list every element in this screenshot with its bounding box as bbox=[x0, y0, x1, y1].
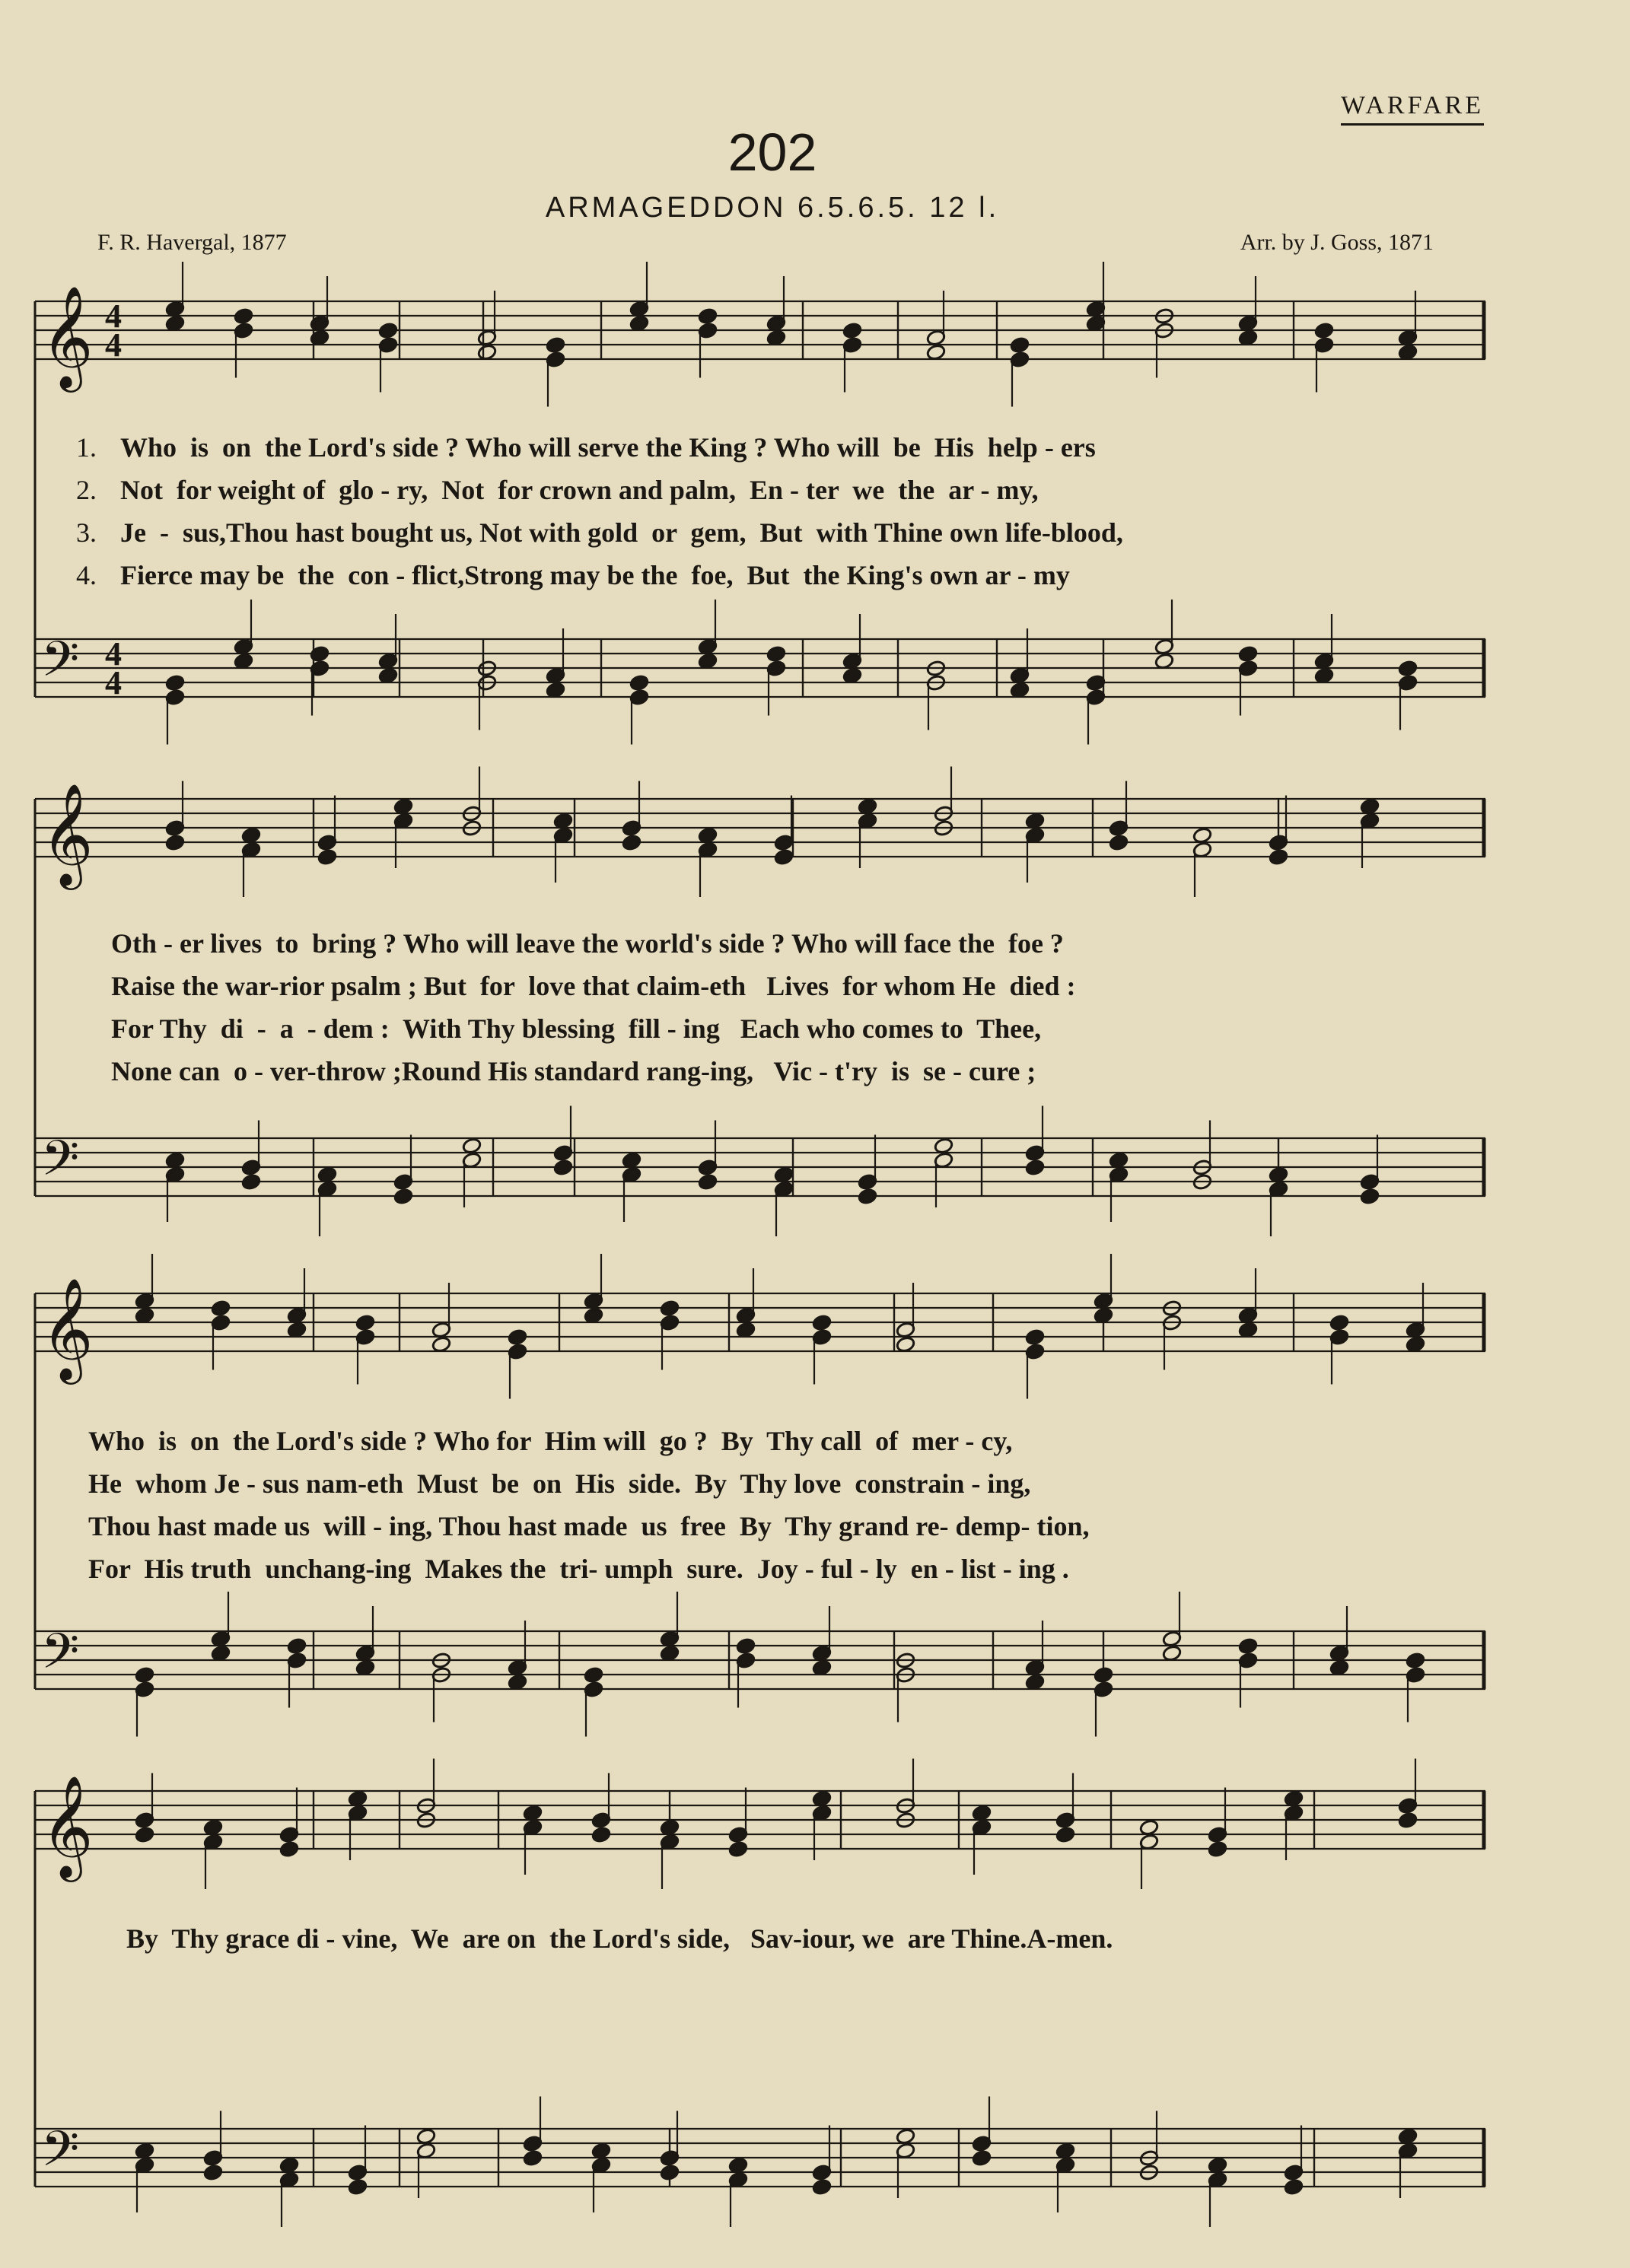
bass-clef-icon: 𝄢 bbox=[41, 1131, 80, 1199]
note-head bbox=[736, 1637, 756, 1655]
note-head bbox=[1269, 848, 1288, 866]
note-head bbox=[660, 1645, 680, 1662]
note-head bbox=[234, 307, 253, 325]
note-head bbox=[812, 1790, 832, 1808]
time-signature: 4 bbox=[105, 635, 122, 673]
note-head bbox=[591, 1826, 611, 1843]
note-head bbox=[279, 2157, 299, 2174]
note-head bbox=[660, 2164, 680, 2181]
note-head bbox=[766, 645, 786, 663]
note-head bbox=[431, 1336, 451, 1353]
note-head bbox=[972, 1805, 992, 1822]
note-head bbox=[1010, 682, 1030, 699]
verse-number: 4. bbox=[76, 560, 97, 590]
bass-clef-icon: 𝄢 bbox=[41, 631, 80, 700]
note-head bbox=[660, 1299, 680, 1317]
bass-clef-icon: 𝄢 bbox=[41, 2121, 80, 2190]
time-signature: 4 bbox=[105, 664, 122, 701]
section-label: WARFARE bbox=[1341, 91, 1484, 126]
note-head bbox=[1055, 2142, 1075, 2160]
note-head bbox=[1094, 1307, 1113, 1325]
note-head bbox=[698, 1173, 718, 1191]
note-head bbox=[378, 667, 398, 685]
note-head bbox=[698, 827, 718, 845]
note-head bbox=[546, 336, 565, 354]
note-head bbox=[728, 1840, 748, 1858]
note-head bbox=[393, 798, 413, 816]
note-head bbox=[896, 1336, 915, 1353]
verse-number: 2. bbox=[76, 475, 97, 505]
time-signature: 4 bbox=[105, 297, 122, 335]
lyric-line-3 bbox=[88, 1505, 1090, 1548]
note-head bbox=[241, 1173, 261, 1191]
note-head bbox=[553, 1159, 573, 1176]
note-head bbox=[523, 2149, 543, 2167]
note-head bbox=[1025, 1328, 1045, 1346]
note-head bbox=[1094, 1666, 1113, 1684]
arranger-credit: Arr. by J. Goss, 1871 bbox=[1240, 230, 1434, 255]
note-head bbox=[317, 848, 337, 866]
note-head bbox=[1238, 329, 1258, 347]
lyric-text: He whom Je - sus nam-eth Must be on His side. By Thy love constrain - ing, bbox=[88, 1468, 1031, 1499]
note-head bbox=[622, 1152, 641, 1169]
lyrics-system-3 bbox=[88, 1420, 1090, 1590]
note-head bbox=[622, 834, 641, 851]
note-head bbox=[135, 1307, 154, 1325]
note-head bbox=[858, 1188, 877, 1205]
lyric-text: None can o - ver-throw ;Round His standard rang-ing, Vic - t'ry is se - cure ; bbox=[111, 1056, 1036, 1086]
note-head bbox=[1238, 1322, 1258, 1339]
note-head bbox=[165, 315, 185, 332]
note-head bbox=[508, 1328, 527, 1346]
note-head bbox=[1192, 827, 1212, 845]
note-head bbox=[317, 1166, 337, 1184]
verse-number: 3. bbox=[76, 517, 97, 548]
note-head bbox=[279, 1840, 299, 1858]
note-head bbox=[736, 1322, 756, 1339]
lyric-text: Who is on the Lord's side ? Who for Him will go ? By Thy call of mer - cy, bbox=[88, 1426, 1013, 1456]
lyric-text: Je - sus,Thou hast bought us, Not with gold or gem, But with Thine own life-blood, bbox=[120, 517, 1123, 548]
lyric-text: For Thy di - a - dem : With Thy blessing fill - ing Each who comes to Thee, bbox=[111, 1013, 1042, 1044]
lyric-line-2 bbox=[76, 469, 1123, 511]
note-head bbox=[416, 2128, 436, 2146]
note-head bbox=[355, 1659, 375, 1677]
note-head bbox=[1314, 667, 1334, 685]
note-head bbox=[812, 1659, 832, 1677]
treble-clef-icon: 𝄞 bbox=[41, 285, 94, 388]
lyric-text: Who is on the Lord's side ? Who will serve the King ? Who will be His help - ers bbox=[120, 432, 1096, 463]
note-head bbox=[135, 2142, 154, 2160]
note-head bbox=[203, 1819, 223, 1837]
lyric-line-1 bbox=[76, 426, 1123, 469]
time-signature: 4 bbox=[105, 326, 122, 364]
treble-clef-icon: 𝄞 bbox=[41, 783, 94, 886]
tune-name: ARMAGEDDON 6.5.6.5. 12 l. bbox=[545, 192, 1000, 224]
note-head bbox=[211, 1299, 231, 1317]
lyrics-system-2 bbox=[111, 922, 1076, 1093]
note-head bbox=[1398, 1812, 1418, 1829]
lyric-text: Not for weight of glo - ry, Not for crown and palm, En - ter we the ar - my, bbox=[120, 475, 1039, 505]
note-head bbox=[858, 798, 877, 816]
note-head bbox=[766, 329, 786, 347]
note-head bbox=[165, 674, 185, 692]
note-head bbox=[287, 1637, 307, 1655]
lyric-text: Thou hast made us will - ing, Thou hast made us free By Thy grand re- demp- tion, bbox=[88, 1511, 1090, 1541]
note-head bbox=[1269, 1166, 1288, 1184]
note-head bbox=[1329, 1659, 1349, 1677]
lyric-line-3 bbox=[76, 511, 1123, 554]
lyric-line-1 bbox=[126, 1917, 1113, 1960]
note-head bbox=[462, 1137, 482, 1155]
note-head bbox=[553, 813, 573, 830]
note-head bbox=[629, 674, 649, 692]
treble-clef-icon: 𝄞 bbox=[41, 1775, 94, 1878]
note-head bbox=[584, 1666, 603, 1684]
note-head bbox=[165, 1152, 185, 1169]
verse-number: 1. bbox=[76, 432, 97, 463]
lyric-line-1 bbox=[88, 1420, 1090, 1462]
note-head bbox=[926, 344, 946, 361]
note-head bbox=[1329, 1314, 1349, 1331]
note-head bbox=[812, 2178, 832, 2196]
note-head bbox=[1025, 1674, 1045, 1691]
lyric-line-4 bbox=[111, 1050, 1076, 1093]
hymn-number: 202 bbox=[727, 122, 817, 182]
lyric-line-1 bbox=[111, 922, 1076, 965]
note-head bbox=[1406, 1336, 1425, 1353]
note-head bbox=[378, 322, 398, 339]
note-head bbox=[842, 322, 862, 339]
note-head bbox=[591, 2142, 611, 2160]
lyric-line-2 bbox=[111, 965, 1076, 1007]
note-head bbox=[1398, 344, 1418, 361]
note-head bbox=[896, 2128, 915, 2146]
note-head bbox=[211, 1645, 231, 1662]
note-head bbox=[934, 1137, 953, 1155]
note-head bbox=[234, 653, 253, 670]
lyric-text: Oth - er lives to bring ? Who will leave the world's side ? Who will face the foe ? bbox=[111, 928, 1064, 959]
note-head bbox=[1162, 1645, 1182, 1662]
note-head bbox=[1284, 2178, 1304, 2196]
note-head bbox=[972, 2149, 992, 2167]
note-head bbox=[1109, 834, 1129, 851]
note-head bbox=[629, 315, 649, 332]
note-head bbox=[165, 834, 185, 851]
note-head bbox=[774, 1166, 794, 1184]
lyric-text: For His truth unchang-ing Makes the tri- umph sure. Joy - ful - ly en - list - ing . bbox=[88, 1554, 1069, 1584]
note-head bbox=[1010, 336, 1030, 354]
note-head bbox=[584, 1307, 603, 1325]
lyric-line-2 bbox=[88, 1462, 1090, 1505]
note-head bbox=[698, 307, 718, 325]
lyric-line-4 bbox=[76, 554, 1123, 596]
lyric-line-3 bbox=[111, 1007, 1076, 1050]
note-head bbox=[1139, 1819, 1159, 1837]
note-head bbox=[1208, 1840, 1227, 1858]
lyric-text: By Thy grace di - vine, We are on the Lord's side, Sav-iour, we are Thine.A-men. bbox=[126, 1923, 1113, 1954]
note-head bbox=[1055, 1826, 1075, 1843]
note-head bbox=[1109, 1152, 1129, 1169]
note-head bbox=[393, 1188, 413, 1205]
lyrics-system-4 bbox=[126, 1917, 1113, 1960]
note-head bbox=[1360, 798, 1380, 816]
note-head bbox=[1025, 813, 1045, 830]
note-head bbox=[508, 1674, 527, 1691]
note-head bbox=[135, 1826, 154, 1843]
note-head bbox=[348, 2178, 368, 2196]
note-head bbox=[477, 344, 497, 361]
treble-clef-icon: 𝄞 bbox=[41, 1277, 94, 1380]
note-head bbox=[546, 682, 565, 699]
note-head bbox=[1238, 645, 1258, 663]
note-head bbox=[348, 1790, 368, 1808]
note-head bbox=[203, 2164, 223, 2181]
bass-clef-icon: 𝄢 bbox=[41, 1624, 80, 1692]
note-head bbox=[842, 667, 862, 685]
lyric-text: Fierce may be the con - flict,Strong may be the foe, But the King's own ar - my bbox=[120, 560, 1070, 590]
note-head bbox=[241, 827, 261, 845]
note-head bbox=[523, 1805, 543, 1822]
note-head bbox=[1284, 1790, 1304, 1808]
note-head bbox=[698, 653, 718, 670]
lyrics-system-1 bbox=[76, 426, 1123, 596]
note-head bbox=[1025, 1159, 1045, 1176]
note-head bbox=[1406, 1652, 1425, 1669]
note-head bbox=[1398, 660, 1418, 677]
note-head bbox=[1154, 653, 1174, 670]
note-head bbox=[1314, 322, 1334, 339]
note-head bbox=[774, 848, 794, 866]
note-head bbox=[1238, 1637, 1258, 1655]
note-head bbox=[135, 1666, 154, 1684]
note-head bbox=[287, 1322, 307, 1339]
lyric-text: Raise the war-rior psalm ; But for love that claim-eth Lives for whom He died : bbox=[111, 971, 1076, 1001]
note-head bbox=[812, 1314, 832, 1331]
note-head bbox=[355, 1314, 375, 1331]
note-head bbox=[1360, 1188, 1380, 1205]
note-head bbox=[728, 2157, 748, 2174]
author-credit: F. R. Havergal, 1877 bbox=[97, 230, 287, 255]
note-head bbox=[1208, 2157, 1227, 2174]
note-head bbox=[660, 1819, 680, 1837]
lyric-line-4 bbox=[88, 1548, 1090, 1590]
note-head bbox=[1398, 2128, 1418, 2146]
